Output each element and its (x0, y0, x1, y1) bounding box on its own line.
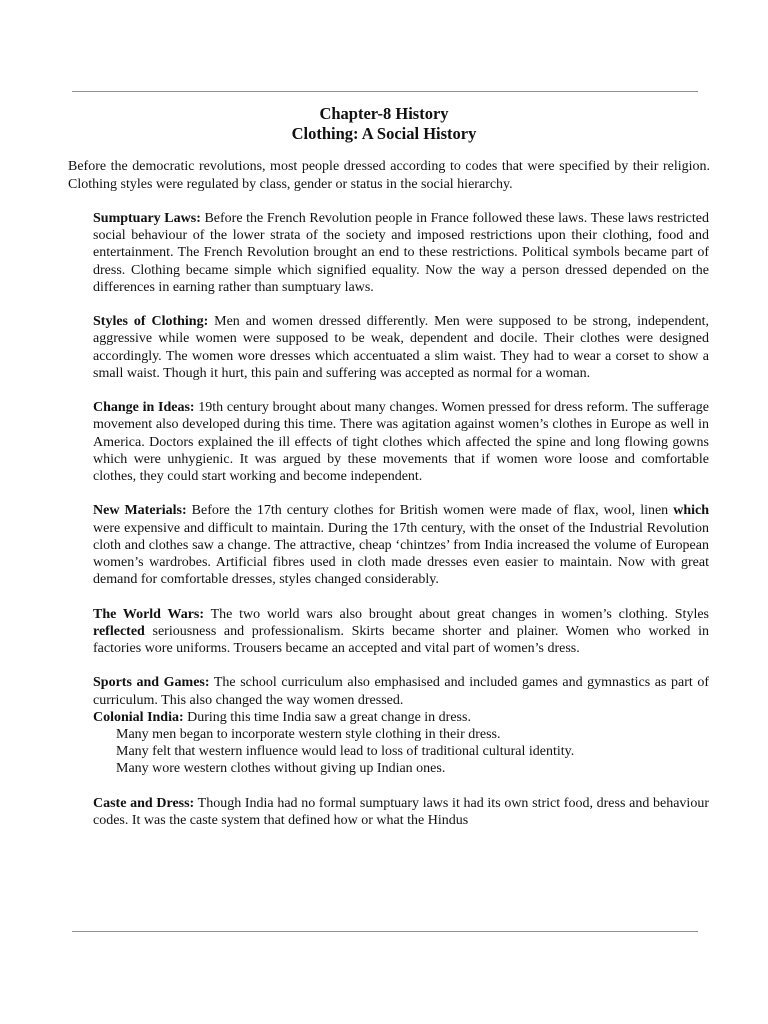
section-sumptuary-laws (93, 210, 709, 296)
section-text: were expensive and difficult to maintain. During the 17th century, with the onset of the Industrial Revolution cloth and clothes saw a change. The attractive, cheap ‘chintzes’ from India increased the volume of European women’s wardrobes. Artificial fibres used in cloth made dresses even easier to maintain. Now with great demand for comfortable dresses, styles changed considerably. (93, 520, 709, 588)
section-heading: Colonial India: (93, 709, 184, 725)
section-text: Before the 17th century clothes for British women were made of flax, wool, linen (186, 503, 674, 519)
section-emphasis: which (673, 503, 709, 519)
page-title (0, 104, 768, 144)
section-heading: Caste and Dress: (93, 795, 195, 811)
section-emphasis: reflected (93, 623, 145, 639)
intro-paragraph: Before the democratic revolutions, most people dressed according to codes that were specified by their religion. Clothing styles were regulated by class, gender or status in the social hierarchy. (68, 159, 710, 192)
section-styles-of-clothing (93, 313, 709, 382)
list-item: Many felt that western influence would lead to loss of traditional cultural identity. (116, 744, 575, 760)
list-item: Many wore western clothes without giving up Indian ones. (116, 761, 446, 777)
section-sports-and-games (93, 674, 709, 708)
section-change-in-ideas (93, 399, 709, 485)
section-text: Men and women dressed differently. Men were supposed to be strong, independent, aggressive while women were supposed to be weak, dependent and docile. Their clothes were designed accordingly. The women wore dresses which accentuated a slim waist. They had to wear a corset to show a small waist. Though it hurt, this pain and suffering was accepted as normal for a woman. (93, 314, 709, 381)
section-colonial-india (93, 709, 709, 726)
section-heading: New Materials: (93, 503, 187, 519)
content-body (93, 210, 709, 846)
section-text: During this time India saw a great change in dress. (183, 709, 471, 725)
top-rule (72, 91, 698, 92)
section-heading: The World Wars: (93, 606, 205, 622)
section-text: The two world wars also brought about great changes in women’s clothing. Styles (204, 606, 709, 622)
section-heading: Change in Ideas: (93, 400, 195, 416)
section-caste-and-dress (93, 795, 709, 829)
section-text: seriousness and professionalism. Skirts became shorter and plainer. Women who worked in factories wore uniforms. Trousers became an accepted and vital part of women’s dress. (93, 623, 709, 657)
chapter-title: Clothing: A Social History (291, 124, 477, 143)
section-text: Before the French Revolution people in France followed these laws. These laws restricted social behaviour of the lower strata of the society and imposed restrictions upon their clothing, food and entertainment. The French Revolution brought an end to these restrictions. Political symbols became part of dress. Clothing became simple which signified equality. Now the way a person dressed depended on the differences in earning rather than sumptuary laws. (93, 211, 709, 295)
colonial-india-list (93, 726, 709, 778)
bottom-rule (72, 931, 698, 932)
list-item: Many men began to incorporate western style clothing in their dress. (116, 727, 501, 743)
section-new-materials (93, 502, 709, 588)
section-text: 19th century brought about many changes. Women pressed for dress reform. The sufferage movement also developed during this time. There was agitation against women’s clothes in Europe as well in America. Doctors explained the ill effects of tight clothes which affected the spine and long flowing gowns which were unhygienic. It was argued by these movements that if women wore loose and comfortable clothes, they could start working and become independent. (93, 400, 709, 485)
chapter-heading: Chapter-8 History (319, 104, 449, 123)
section-text: The school curriculum also emphasised and included games and gymnastics as part of curriculum. This also changed the way women dressed. (93, 675, 709, 708)
section-heading: Sumptuary Laws: (93, 211, 201, 226)
section-heading: Sports and Games: (93, 675, 210, 691)
section-text: Though India had no formal sumptuary laws it had its own strict food, dress and behaviour codes. It was the caste system that defined how or what the Hindus (93, 795, 709, 829)
section-heading: Styles of Clothing: (93, 314, 209, 330)
section-world-wars (93, 606, 709, 658)
